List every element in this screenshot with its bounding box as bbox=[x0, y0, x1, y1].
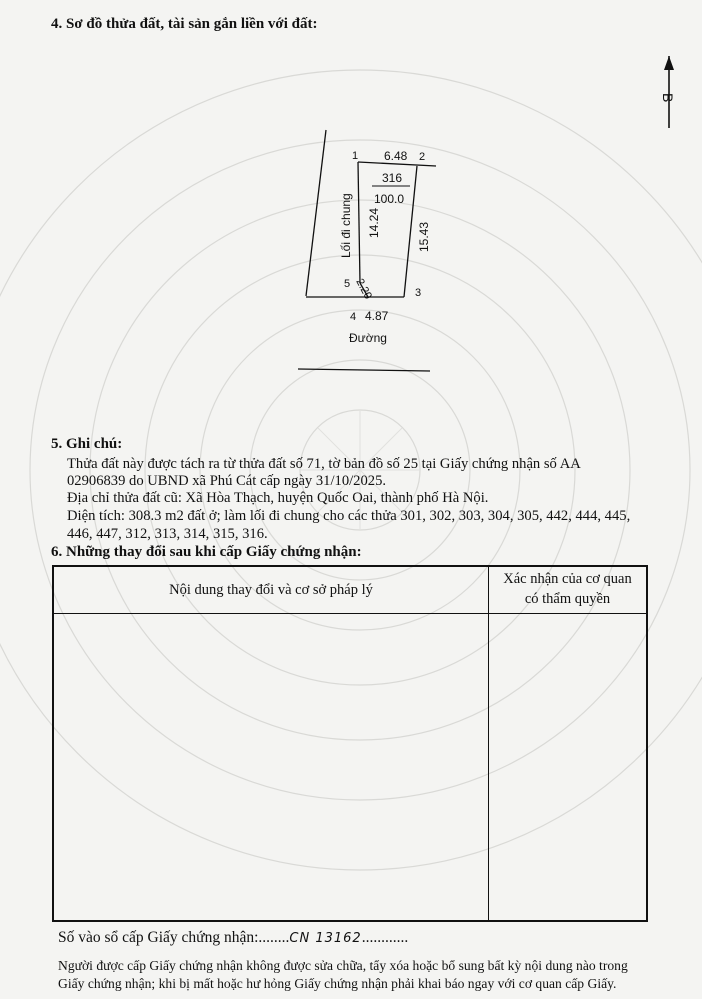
section-5-title: 5. Ghi chú: bbox=[51, 436, 123, 452]
section-6-title: 6. Những thay đổi sau khi cấp Giấy chứng nhận: bbox=[51, 544, 362, 560]
road-label: Đường bbox=[349, 331, 387, 345]
changes-table-header bbox=[53, 566, 647, 614]
changes-table bbox=[52, 565, 648, 922]
column-header-content: Nội dung thay đổi và cơ sở pháp lý bbox=[53, 566, 489, 614]
dimension-top: 6.48 bbox=[384, 149, 408, 163]
vertex-2: 2 bbox=[419, 151, 426, 163]
section-4-title: 4. Sơ đồ thửa đất, tài sản gắn liền với đất: bbox=[51, 16, 318, 32]
vertex-3: 3 bbox=[415, 287, 422, 299]
dimension-right: 15.43 bbox=[417, 221, 431, 252]
parcel-area: 100.0 bbox=[374, 192, 405, 206]
registry-handwritten-value: CN 13162 bbox=[289, 931, 362, 946]
changes-confirmation-cell bbox=[489, 614, 648, 922]
parcel-left-edge bbox=[358, 162, 360, 283]
north-arrow-icon bbox=[664, 56, 674, 128]
changes-content-cell bbox=[53, 614, 489, 922]
column-header-confirmation bbox=[489, 566, 648, 614]
road-line bbox=[298, 369, 430, 371]
plot-diagram bbox=[0, 0, 702, 400]
note-line-5: 446, 447, 312, 313, 314, 315, 316. bbox=[67, 526, 268, 542]
column-header-confirmation-line-2: có thẩm quyền bbox=[524, 591, 611, 607]
warning-line-2: Giấy chứng nhận; khi bị mất hoặc hư hỏng Giấy chứng nhận phải khai báo ngay với cơ quan cấp Giấy. bbox=[58, 976, 617, 991]
note-line-1: Thửa đất này được tách ra từ thửa đất số 71, tờ bản đồ số 25 tại Giấy chứng nhận số AA bbox=[67, 456, 581, 472]
vertex-1: 1 bbox=[352, 150, 359, 162]
registry-dots-after: ............ bbox=[361, 929, 409, 946]
common-path-left-boundary bbox=[306, 130, 326, 296]
note-line-4: Diện tích: 308.3 m2 đất ở; làm lối đi chung cho các thửa 301, 302, 303, 304, 305, 442, 444, 445, bbox=[67, 508, 631, 524]
dimension-bottom: 4.87 bbox=[365, 309, 389, 323]
vertex-4: 4 bbox=[350, 311, 357, 323]
registry-number-line bbox=[58, 929, 408, 947]
registry-label: Số vào sổ cấp Giấy chứng nhận: bbox=[58, 929, 259, 946]
note-line-2: 02906839 do UBND xã Phú Cát cấp ngày 31/10/2025. bbox=[67, 473, 387, 489]
column-header-confirmation-line-1: Xác nhận của cơ quan bbox=[503, 571, 632, 588]
parcel-number: 316 bbox=[382, 171, 403, 185]
note-line-3: Địa chỉ thửa đất cũ: Xã Hòa Thạch, huyện Quốc Oai, thành phố Hà Nội. bbox=[67, 490, 489, 506]
dimension-left: 14.24 bbox=[367, 207, 381, 238]
common-path-label: Lối đi chung bbox=[339, 193, 353, 258]
north-label: B bbox=[660, 93, 676, 103]
dimension-corner: 2.20 bbox=[353, 276, 375, 302]
warning-line-1: Người được cấp Giấy chứng nhận không được sửa chữa, tẩy xóa hoặc bổ sung bất kỳ nội dung nào trong bbox=[58, 958, 628, 973]
vertex-5: 5 bbox=[344, 278, 351, 290]
registry-dots-before: ........ bbox=[258, 929, 290, 946]
changes-table-body-row bbox=[53, 614, 647, 922]
